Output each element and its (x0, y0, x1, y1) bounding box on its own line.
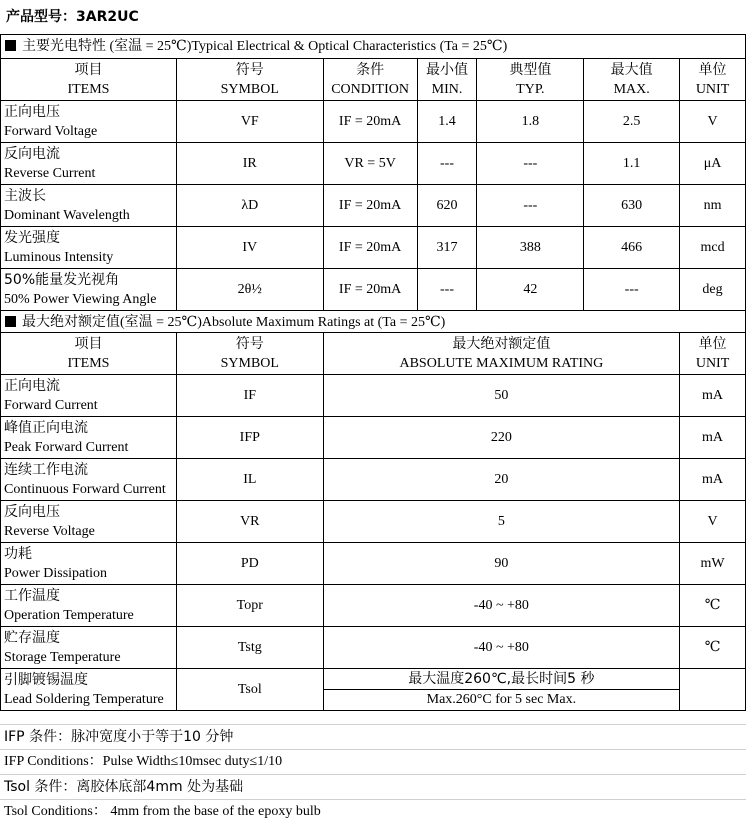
unit-cell: ℃ (680, 585, 746, 627)
item-cell: 工作温度 Operation Temperature (1, 585, 177, 627)
condition-cell: VR = 5V (323, 143, 417, 185)
item-cell: 正向电流 Forward Current (1, 375, 177, 417)
header-typ: 典型值 TYP. (477, 59, 584, 101)
table-row (1, 501, 746, 543)
min-cell: 620 (417, 185, 477, 227)
item-cell: 功耗 Power Dissipation (1, 543, 177, 585)
unit-cell: deg (680, 269, 746, 311)
symbol-cell: PD (176, 543, 323, 585)
table-header-row (1, 59, 746, 101)
note-tsol-cn: Tsol 条件：离胶体底部4mm 处为基础 (0, 774, 746, 799)
rating-cell: -40 ~ +80 (323, 585, 679, 627)
rating-cell: 20 (323, 459, 679, 501)
symbol-cell: VR (176, 501, 323, 543)
rating-cell: 50 (323, 375, 679, 417)
header-max: 最大值 MAX. (584, 59, 680, 101)
typ-cell: 42 (477, 269, 584, 311)
header-unit: 单位 UNIT (680, 333, 746, 375)
unit-cell: μA (680, 143, 746, 185)
item-cell: 峰值正向电流 Peak Forward Current (1, 417, 177, 459)
symbol-cell: λD (176, 185, 323, 227)
item-cell: 正向电压 Forward Voltage (1, 101, 177, 143)
typ-cell: 1.8 (477, 101, 584, 143)
unit-cell: nm (680, 185, 746, 227)
condition-cell: IF = 20mA (323, 227, 417, 269)
rating-cell: 220 (323, 417, 679, 459)
min-cell: --- (417, 269, 477, 311)
section-absolute-heading: 最大绝对额定值(室温 = 25℃)Absolute Maximum Ratings at (Ta = 25℃) (22, 315, 446, 330)
rating-cell: 5 (323, 501, 679, 543)
table-row (1, 375, 746, 417)
unit-cell: mW (680, 543, 746, 585)
table-header-row (1, 333, 746, 375)
symbol-cell: Topr (176, 585, 323, 627)
table-row (1, 459, 746, 501)
header-items: 项目 ITEMS (1, 59, 177, 101)
symbol-cell: IF (176, 375, 323, 417)
rating-cell: -40 ~ +80 (323, 627, 679, 669)
rating-cell: 90 (323, 543, 679, 585)
item-cell: 50%能量发光视角 50% Power Viewing Angle (1, 269, 177, 311)
table-row (1, 143, 746, 185)
note-ifp-en: IFP Conditions：Pulse Width≤10msec duty≤1/10 (0, 749, 746, 774)
min-cell: --- (417, 143, 477, 185)
typ-cell: 388 (477, 227, 584, 269)
table-row-soldering (1, 669, 746, 711)
item-cell: 贮存温度 Storage Temperature (1, 627, 177, 669)
header-condition: 条件 CONDITION (323, 59, 417, 101)
item-cell: 主波长 Dominant Wavelength (1, 185, 177, 227)
unit-cell: V (680, 101, 746, 143)
header-items: 项目 ITEMS (1, 333, 177, 375)
header-symbol: 符号 SYMBOL (176, 333, 323, 375)
max-cell: --- (584, 269, 680, 311)
typical-characteristics-table (0, 58, 746, 311)
max-cell: 2.5 (584, 101, 680, 143)
min-cell: 317 (417, 227, 477, 269)
max-cell: 1.1 (584, 143, 680, 185)
rating-en: Max.260°C for 5 sec Max. (426, 692, 577, 707)
symbol-cell: Tstg (176, 627, 323, 669)
header-rating: 最大绝对额定值 ABSOLUTE MAXIMUM RATING (323, 333, 679, 375)
item-cell: 引脚镀锡温度 Lead Soldering Temperature (1, 669, 177, 711)
table-row (1, 585, 746, 627)
symbol-cell: IR (176, 143, 323, 185)
table-row (1, 417, 746, 459)
rating-cell (323, 669, 679, 711)
item-cell: 反向电压 Reverse Voltage (1, 501, 177, 543)
note-tsol-en: Tsol Conditions： 4mm from the base of the epoxy bulb (0, 799, 746, 824)
unit-cell: mA (680, 375, 746, 417)
section-absolute-maximum (0, 310, 746, 334)
square-bullet-icon (5, 40, 16, 51)
min-cell: 1.4 (417, 101, 477, 143)
square-bullet-icon (5, 316, 16, 327)
item-cell: 连续工作电流 Continuous Forward Current (1, 459, 177, 501)
table-row (1, 101, 746, 143)
unit-cell: V (680, 501, 746, 543)
symbol-cell: Tsol (176, 669, 323, 711)
notes (0, 724, 746, 824)
condition-cell: IF = 20mA (323, 269, 417, 311)
typ-cell: --- (477, 185, 584, 227)
max-cell: 630 (584, 185, 680, 227)
absolute-maximum-table (0, 332, 746, 711)
condition-cell: IF = 20mA (323, 101, 417, 143)
unit-cell (680, 669, 746, 711)
max-cell: 466 (584, 227, 680, 269)
header-min: 最小值 MIN. (417, 59, 477, 101)
section-typical-characteristics (0, 34, 746, 58)
symbol-cell: IFP (176, 417, 323, 459)
symbol-cell: 2θ½ (176, 269, 323, 311)
header-unit: 单位 UNIT (680, 59, 746, 101)
rating-cn: 最大温度260℃,最长时间5 秒 (324, 669, 679, 690)
symbol-cell: VF (176, 101, 323, 143)
note-ifp-cn: IFP 条件：脉冲宽度小于等于10 分钟 (0, 724, 746, 749)
unit-cell: ℃ (680, 627, 746, 669)
item-cell: 反向电流 Reverse Current (1, 143, 177, 185)
condition-cell: IF = 20mA (323, 185, 417, 227)
section-typical-heading: 主要光电特性 (室温 = 25℃)Typical Electrical & Optical Characteristics (Ta = 25℃) (22, 39, 508, 54)
header-symbol: 符号 SYMBOL (176, 59, 323, 101)
table-row (1, 185, 746, 227)
symbol-cell: IV (176, 227, 323, 269)
unit-cell: mA (680, 459, 746, 501)
table-row (1, 543, 746, 585)
typ-cell: --- (477, 143, 584, 185)
symbol-cell: IL (176, 459, 323, 501)
table-row (1, 227, 746, 269)
table-row (1, 627, 746, 669)
table-row (1, 269, 746, 311)
unit-cell: mA (680, 417, 746, 459)
item-cell: 发光强度 Luminous Intensity (1, 227, 177, 269)
product-title: 产品型号：3AR2UC (6, 9, 139, 25)
unit-cell: mcd (680, 227, 746, 269)
